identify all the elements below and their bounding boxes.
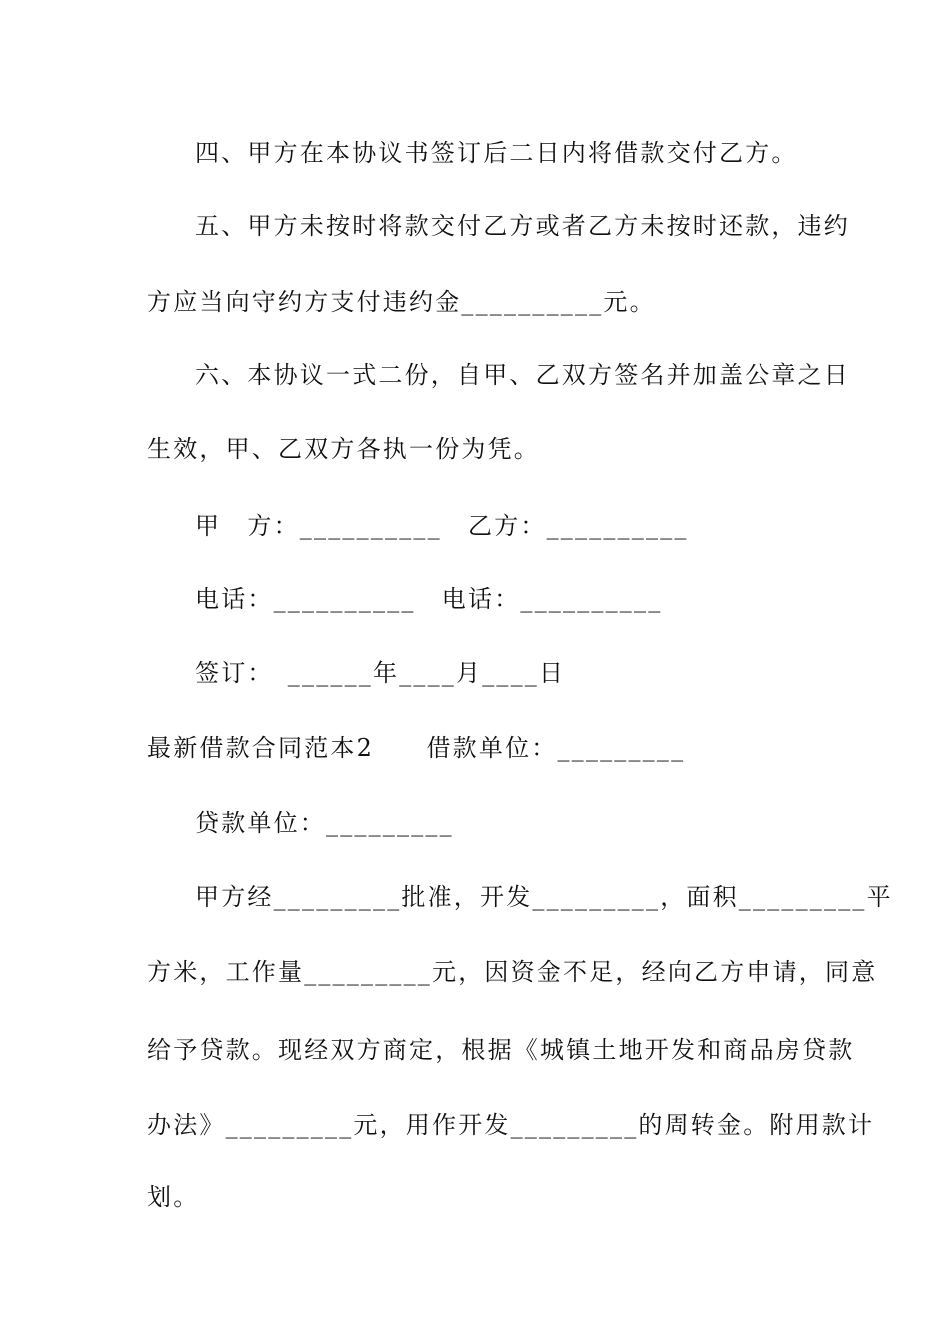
- body-line2: 方米，工作量_________元，因资金不足，经向乙方申请，同意: [147, 958, 878, 986]
- body-line4: 办法》_________元，用作开发_________的周转金。附用款计: [147, 1111, 875, 1139]
- body-line5: 划。: [147, 1183, 200, 1211]
- body-line3: 给予贷款。现经双方商定，根据《城镇土地开发和商品房贷款: [147, 1036, 855, 1064]
- party-signature-row: 甲 方：__________ 乙方：__________: [195, 512, 689, 540]
- clause-six-line1: 六、本协议一式二份，自甲、乙双方签名并加盖公章之日: [195, 361, 850, 389]
- clause-four: 四、甲方在本协议书签订后二日内将借款交付乙方。: [195, 139, 798, 167]
- lender-row: 贷款单位：_________: [195, 809, 454, 837]
- signing-date-row: 签订： ______年____月____日: [195, 659, 566, 687]
- clause-five-line2: 方应当向守约方支付违约金__________元。: [147, 288, 656, 316]
- phone-row: 电话：__________ 电话：__________: [195, 585, 663, 613]
- section-title-borrower: 最新借款合同范本2 借款单位：_________: [147, 734, 686, 762]
- body-line1: 甲方经_________批准，开发_________，面积_________平: [195, 883, 893, 911]
- clause-six-line2: 生效，甲、乙双方各执一份为凭。: [147, 435, 540, 463]
- clause-five-line1: 五、甲方未按时将款交付乙方或者乙方未按时还款，违约: [195, 212, 850, 240]
